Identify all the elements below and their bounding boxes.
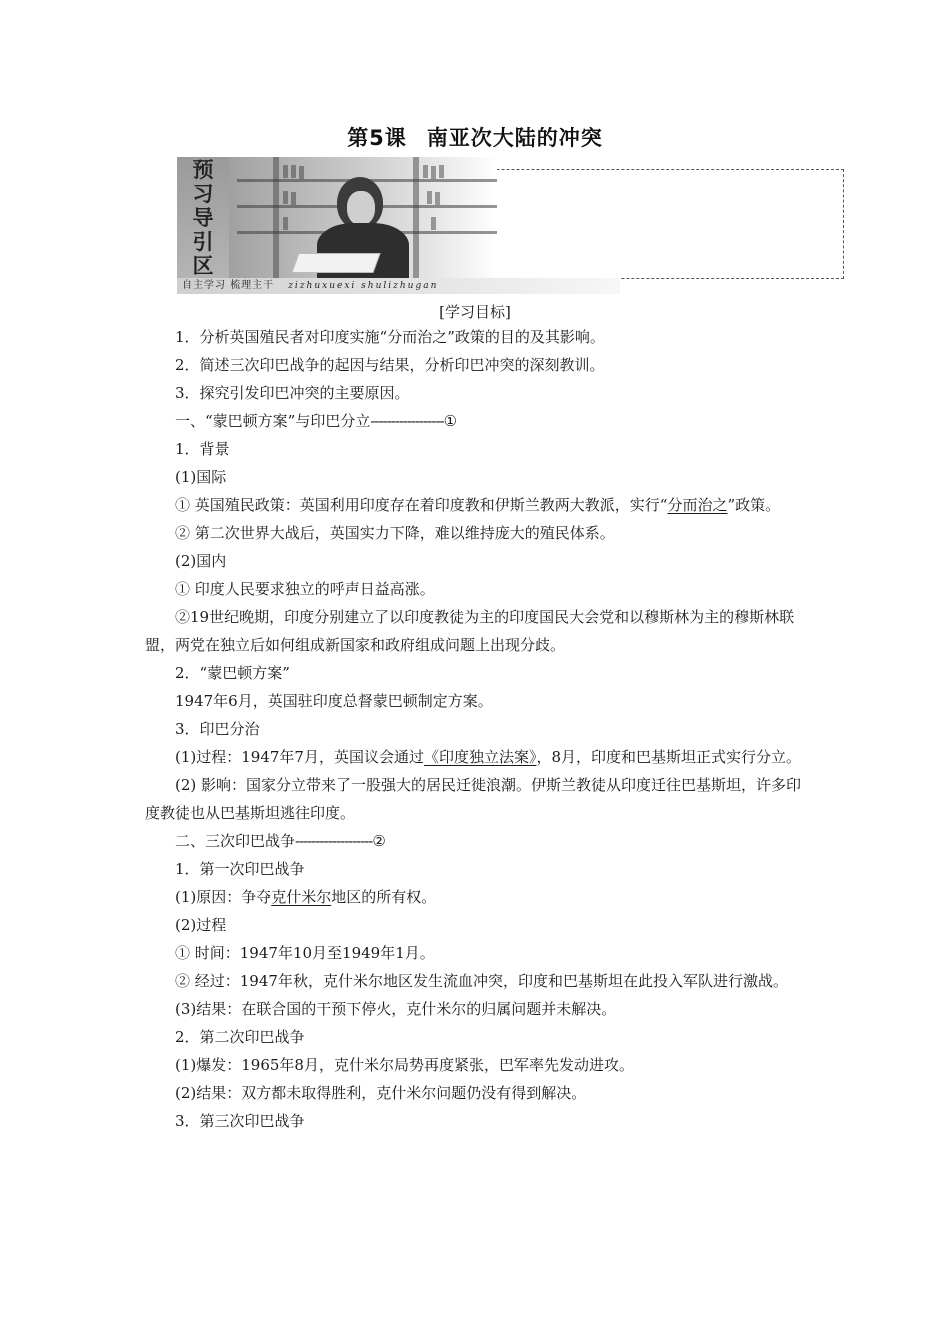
domestic-point-1: ① 印度人民要求独立的呼声日益高涨。	[175, 580, 435, 598]
underlined-term: 《印度独立法案》	[423, 748, 537, 766]
preview-label	[177, 157, 229, 278]
marker-1: ①	[443, 412, 458, 430]
lesson-content	[145, 323, 807, 1135]
objective-item: 2．简述三次印巴战争的起因与结果，分析印巴冲突的深刻教训。	[175, 356, 605, 374]
banner-subtitle	[177, 278, 620, 294]
war1-course: ② 经过：1947年秋，克什米尔地区发生流血冲突，印度和巴基斯坦在此投入军队进行激战。	[175, 972, 788, 990]
war1-time: ① 时间：1947年10月至1949年1月。	[175, 944, 435, 962]
marker-2: ②	[372, 832, 386, 850]
objective-item: 3．探究引发印巴冲突的主要原因。	[175, 384, 410, 402]
war2-outbreak: (1)爆发：1965年8月，克什米尔局势再度紧张，巴军率先发动进攻。	[175, 1056, 634, 1074]
war1-process: (2)过程	[175, 916, 227, 934]
partition-impact: (2) 影响：国家分立带来了一股强大的居民迁徙浪潮。伊斯兰教徒从印度迁往巴基斯坦，许多印度教徒也从巴基斯坦逃往印度。	[145, 776, 802, 822]
domestic-point-2: ②19世纪晚期，印度分别建立了以印度教徒为主的印度国民大会党和以穆斯林为主的穆斯林联盟，两党在独立后如何组成新国家和政府组成问题上出现分歧。	[145, 608, 795, 654]
label-char: 引	[192, 229, 214, 254]
label-char: 导	[192, 205, 214, 230]
objective-item: 1．分析英国殖民者对印度实施“分而治之”政策的目的及其影响。	[175, 328, 605, 346]
international-point-2: ② 第二次世界大战后，英国实力下降，难以维持庞大的殖民体系。	[175, 524, 615, 542]
lesson-name: 南亚次大陆的冲突	[426, 126, 603, 150]
war3-heading: 3．第三次印巴战争	[175, 1112, 305, 1130]
underlined-term: 分而治之	[667, 496, 728, 514]
war1-heading: 1．第一次印巴战争	[175, 860, 305, 878]
lesson-title	[0, 122, 950, 152]
international-point-1: ① 英国殖民政策：英国利用印度存在着印度教和伊斯兰教两大教派，实行“分而治之”政策。	[175, 496, 781, 514]
underlined-term: 克什米尔	[271, 888, 332, 906]
partition-heading: 3．印巴分治	[175, 720, 260, 738]
label-char: 区	[192, 253, 214, 278]
label-char: 预	[192, 157, 214, 182]
war1-cause: (1)原因：争夺克什米尔地区的所有权。	[175, 888, 437, 906]
plan-heading: 2．“蒙巴顿方案”	[175, 664, 290, 682]
banner-subtitle-cn: 自主学习 梳理主干	[182, 280, 275, 291]
learning-goals-heading: [学习目标]	[439, 303, 511, 321]
label-char: 习	[192, 181, 214, 206]
war1-result: (3)结果：在联合国的干预下停火，克什米尔的归属问题并未解决。	[175, 1000, 617, 1018]
preview-banner	[177, 157, 845, 294]
war2-result: (2)结果：双方都未取得胜利，克什米尔问题仍没有得到解决。	[175, 1084, 587, 1102]
part2-heading: 二、三次印巴战争-------------------②	[175, 832, 386, 850]
plan-text: 1947年6月，英国驻印度总督蒙巴顿制定方案。	[175, 692, 493, 710]
partition-process: (1)过程：1947年7月，英国议会通过《印度独立法案》，8月，印度和巴基斯坦正式实行分立。	[175, 748, 802, 766]
lesson-number: 第5课	[347, 126, 407, 150]
domestic-subheading: (2)国内	[175, 552, 227, 570]
background-heading: 1．背景	[175, 440, 230, 458]
banner-subtitle-pinyin: zizhuxuexi shulizhugan	[288, 281, 439, 291]
part1-heading: 一、“蒙巴顿方案”与印巴分立------------------①	[175, 412, 458, 430]
war2-heading: 2．第二次印巴战争	[175, 1028, 305, 1046]
international-subheading: (1)国际	[175, 468, 227, 486]
